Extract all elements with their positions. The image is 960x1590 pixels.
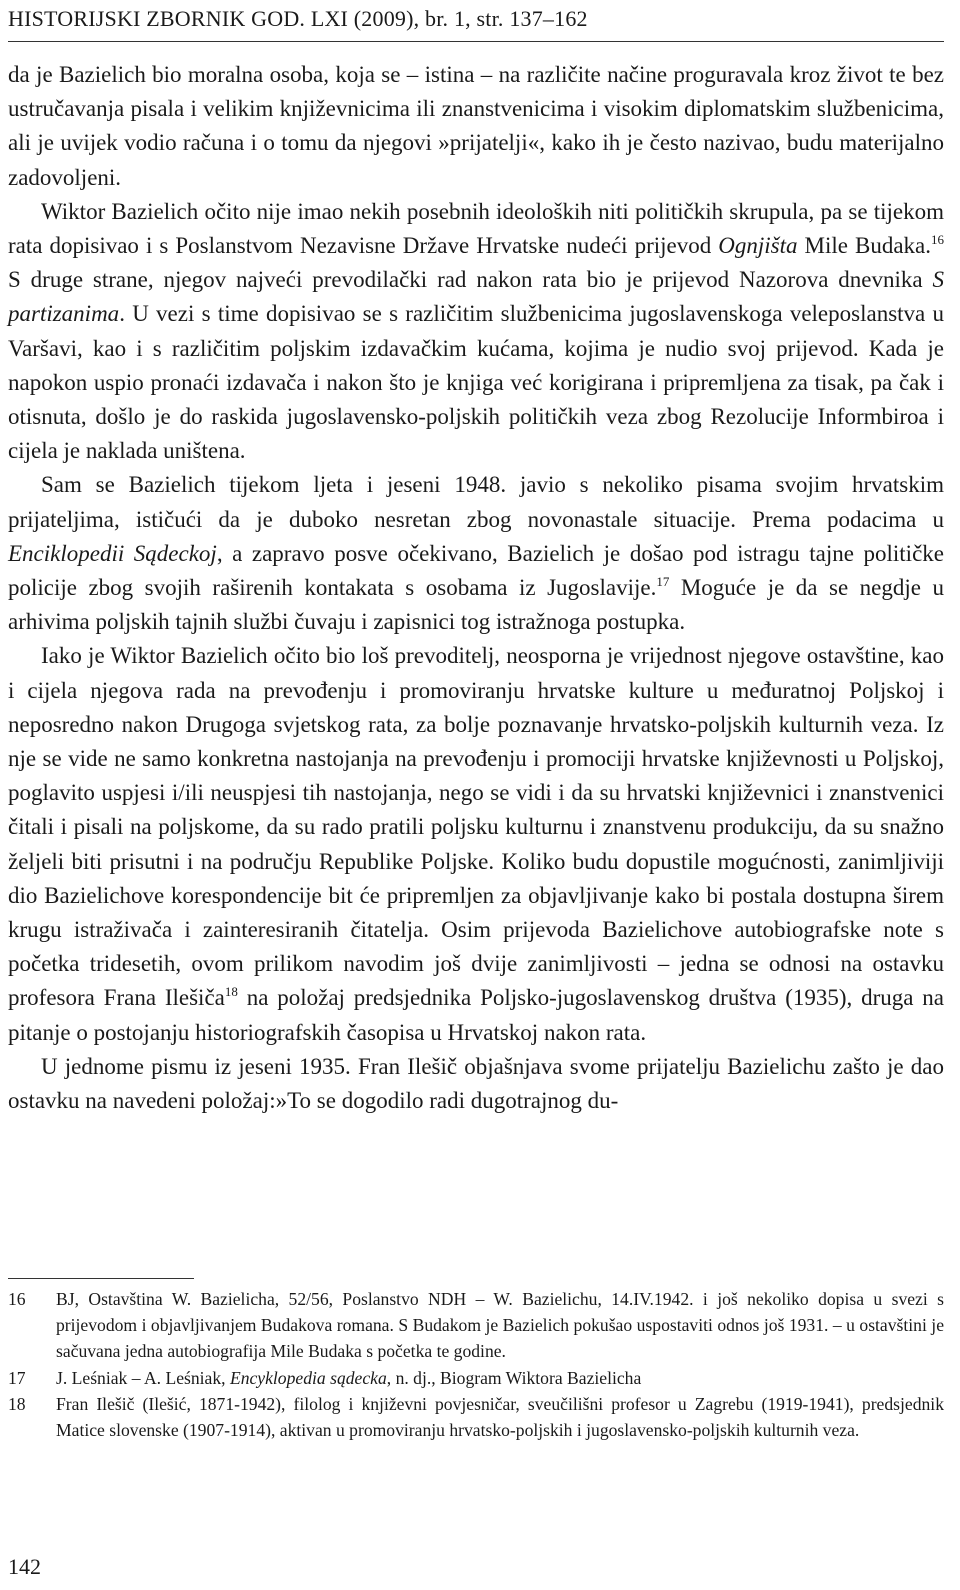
title-enciklopedii: Enciklopedii Sądeckoj [8,540,217,566]
footnote-number: 18 [8,1393,26,1414]
paragraph-5: U jednome pismu iz jeseni 1935. Fran Ilešič objašnjava svome prijatelju Bazielichu zašto je dao ostavku na navedeni položaj:»To se dogodilo radi dugotrajnog du- [8,1053,944,1114]
footnote-17-text-b: , n. dj., Biogram Wiktora Bazielicha [386,1367,642,1388]
paragraph-2-text-c: S druge strane, njegov najveći prevodilački rad nakon rata bio je prijevod Nazorova dnevnika [8,267,933,293]
main-text [8,58,944,1118]
paragraph-2-text-d: . U vezi s time dopisivao se s različitim službenicima jugoslavenskoga veleposlanstva u Varšavi, kao i s različitim poljskim izdavačkim kućama, kojima je nudio svoj prijevod. Kada je napokon uspio pronaći izdavača i nakon što je knjiga već korigirana i pripremljena za tisak, pa čak i otisnuta, došlo je do raskida jugoslavensko-poljskih političkih veza zbog Rezolucije Informbiroa i cijela je naklada uništena. [8,301,944,464]
footnote-16 [8,1286,944,1365]
footnote-text: Fran Ilešič (Ilešić, 1871-1942), filolog i književni povjesničar, sveučilišni profesor u Zagrebu (1919-1941), predsjednik Matice slovenske (1907-1914), aktivan u promoviranju hrvatsko-poljskih i jugoslavensko-poljskih kulturnih veza. [56,1393,944,1441]
paragraph-2-text-a: Wiktor Bazielich očito nije imao nekih posebnih ideoloških niti političkih skrupula, pa se tijekom rata dopisivao i s Poslanstvom Nezavisne Države Hrvatske nudeći prijevod [8,198,944,259]
paragraph-2 [8,195,944,469]
footnote-17 [8,1365,944,1391]
title-ognjista: Ognjišta [718,233,798,259]
paragraph-1: da je Bazielich bio moralna osoba, koja se – istina – na različite načine proguravala kroz život te bez ustručavanja pisala i velikim književnicima ili znanstvenicima i visokim diplomatskim službenicima, ali je uvijek vodio računa i o tomu da njegovi »prijatelji«, kako ih je često nazivao, budu materijalno zadovoljeni. [8,62,944,190]
paragraph-3-text-a: Sam se Bazielich tijekom ljeta i jeseni 1948. javio s nekoliko pisama svojim hrvatskim prijateljima, ističući da je duboko nesretan zbog novonastale situacije. Prema podacima u [8,472,944,532]
paragraph-4-text-b: na položaj predsjednika Poljsko-jugoslavenskog društva (1935), druga na pitanje o postojanju historiografskih časopisa u Hrvatskoj nakon rata. [8,985,944,1045]
page-number: 142 [8,1554,41,1579]
title-s-partizanima: S partizanima [8,267,944,327]
footnote-ref-17: 17 [656,574,670,590]
paragraph-3-text-c: Moguće je da se negdje u arhivima poljskih tajnih službi čuvaju i zapisnici tog istražnoga postupka. [8,575,944,635]
paragraph-4-text-a: Iako je Wiktor Bazielich očito bio loš prevoditelj, neosporna je vrijednost njegove ostavštine, kao i cijela njegova rada na prevođenju i promoviranju hrvatske kulture u međuratnoj Poljskoj i neposredno nakon Drugoga svjetskog rata, za bolje poznavanje hrvatsko-poljskih kulturnih veza. Iz nje se vide ne samo konkretna nastojanja na prevođenju i promociji hrvatske književnosti u Poljskoj, poglavito uspjesi i/ili neuspjesi tih nastojanja, nego se vidi i da su hrvatski književnici i znanstvenici čitali i pisali na poljskome, da su rado pratili poljsku kulturnu i znanstvenu produkciju, da su snažno željeli biti prisutni i na području Republike Poljske. Koliko budu dopustile mogućnosti, zanimljiviji dio Bazielichove korespondencije bit će pripremljen za objavljivanje kako bi postala dostupna širem krugu istraživača i zainteresiranih čitatelja. Osim prijevoda Bazielichove autobiografske note s početka tridesetih, ovom prilikom navodim još dvije zanimljivosti – jedna se odnosi na ostavku profesora Frana Ilešiča [8,643,944,1011]
footnote-ref-18: 18 [224,984,238,1000]
paragraph-3 [8,468,944,639]
paragraph-4 [8,639,944,1049]
footnote-text: BJ, Ostavština W. Bazielicha, 52/56, Poslanstvo NDH – W. Bazielichu, 14.IV.1942. i još nekoliko dopisa u svezi s prijevodom i objavljivanjem Budakova romana. S Budakom je Bazielich pokušao uspostaviti odnos još 1931. – u ostavštini je sačuvana jedna autobiografija Mile Budaka s početka te godine. [56,1289,944,1362]
footnote-rule [8,1278,194,1279]
footnote-text [56,1365,944,1391]
footnote-17-text-a: J. Leśniak – A. Leśniak, [56,1367,230,1388]
footnotes [8,1286,944,1443]
footnote-18 [8,1391,944,1443]
footnote-number: 17 [8,1367,26,1388]
title-encyklopedia-sadecka: Encyklopedia sądecka [229,1367,387,1388]
footnote-number: 16 [8,1289,26,1309]
paragraph-2-text-b: Mile Budaka. [797,233,932,259]
header-rule [8,41,944,42]
paragraph-3-text-b: , a zapravo posve očekivano, Bazielich je došao pod istragu tajne političke policije zbog svojih raširenih kontakata s osobama iz Jugoslavije. [8,540,944,601]
footnote-ref-16: 16 [931,232,945,248]
running-head: HISTORIJSKI ZBORNIK GOD. LXI (2009), br. 1, str. 137–162 [8,6,588,31]
